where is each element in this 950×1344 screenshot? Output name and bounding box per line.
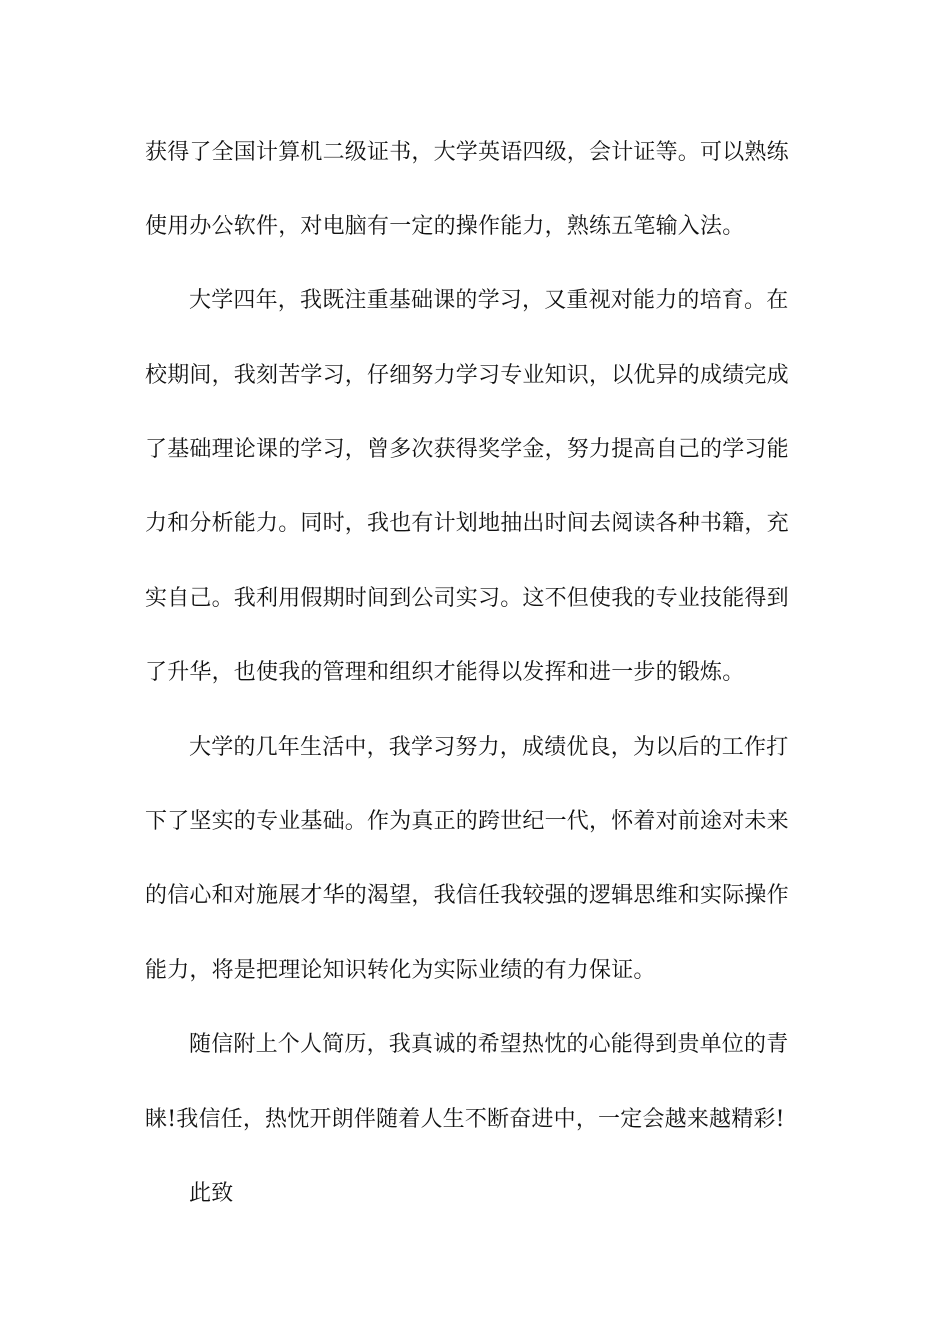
text-line: 力和分析能力。同时，我也有计划地抽出时间去阅读各种书籍，充 (145, 511, 789, 536)
text-line: 使用办公软件，对电脑有一定的操作能力，熟练五笔输入法。 (145, 214, 745, 239)
text-line: 能力，将是把理论知识转化为实际业绩的有力保证。 (145, 958, 656, 983)
closing-salutation: 此致 (189, 1181, 234, 1206)
paragraph-start-line: 大学四年，我既注重基础课的学习，又重视对能力的培育。在 (189, 288, 789, 313)
paragraph-start-line: 随信附上个人简历，我真诚的希望热忱的心能得到贵单位的青 (189, 1032, 789, 1057)
text-line: 了基础理论课的学习，曾多次获得奖学金，努力提高自己的学习能 (145, 437, 789, 462)
text-line: 的信心和对施展才华的渴望，我信任我较强的逻辑思维和实际操作 (145, 883, 789, 908)
text-line: 实自己。我利用假期时间到公司实习。这不但使我的专业技能得到 (145, 586, 789, 611)
text-line: 校期间，我刻苦学习，仔细努力学习专业知识，以优异的成绩完成 (145, 363, 789, 388)
text-line: 下了坚实的专业基础。作为真正的跨世纪一代，怀着对前途对未来 (145, 809, 789, 834)
text-line: 了升华，也使我的管理和组织才能得以发挥和进一步的锻炼。 (145, 660, 745, 685)
text-line: 获得了全国计算机二级证书，大学英语四级，会计证等。可以熟练 (145, 140, 789, 165)
paragraph-start-line: 大学的几年生活中，我学习努力，成绩优良，为以后的工作打 (189, 735, 789, 760)
text-line: 睐!我信任，热忱开朗伴随着人生不断奋进中，一定会越来越精彩! (145, 1107, 785, 1132)
